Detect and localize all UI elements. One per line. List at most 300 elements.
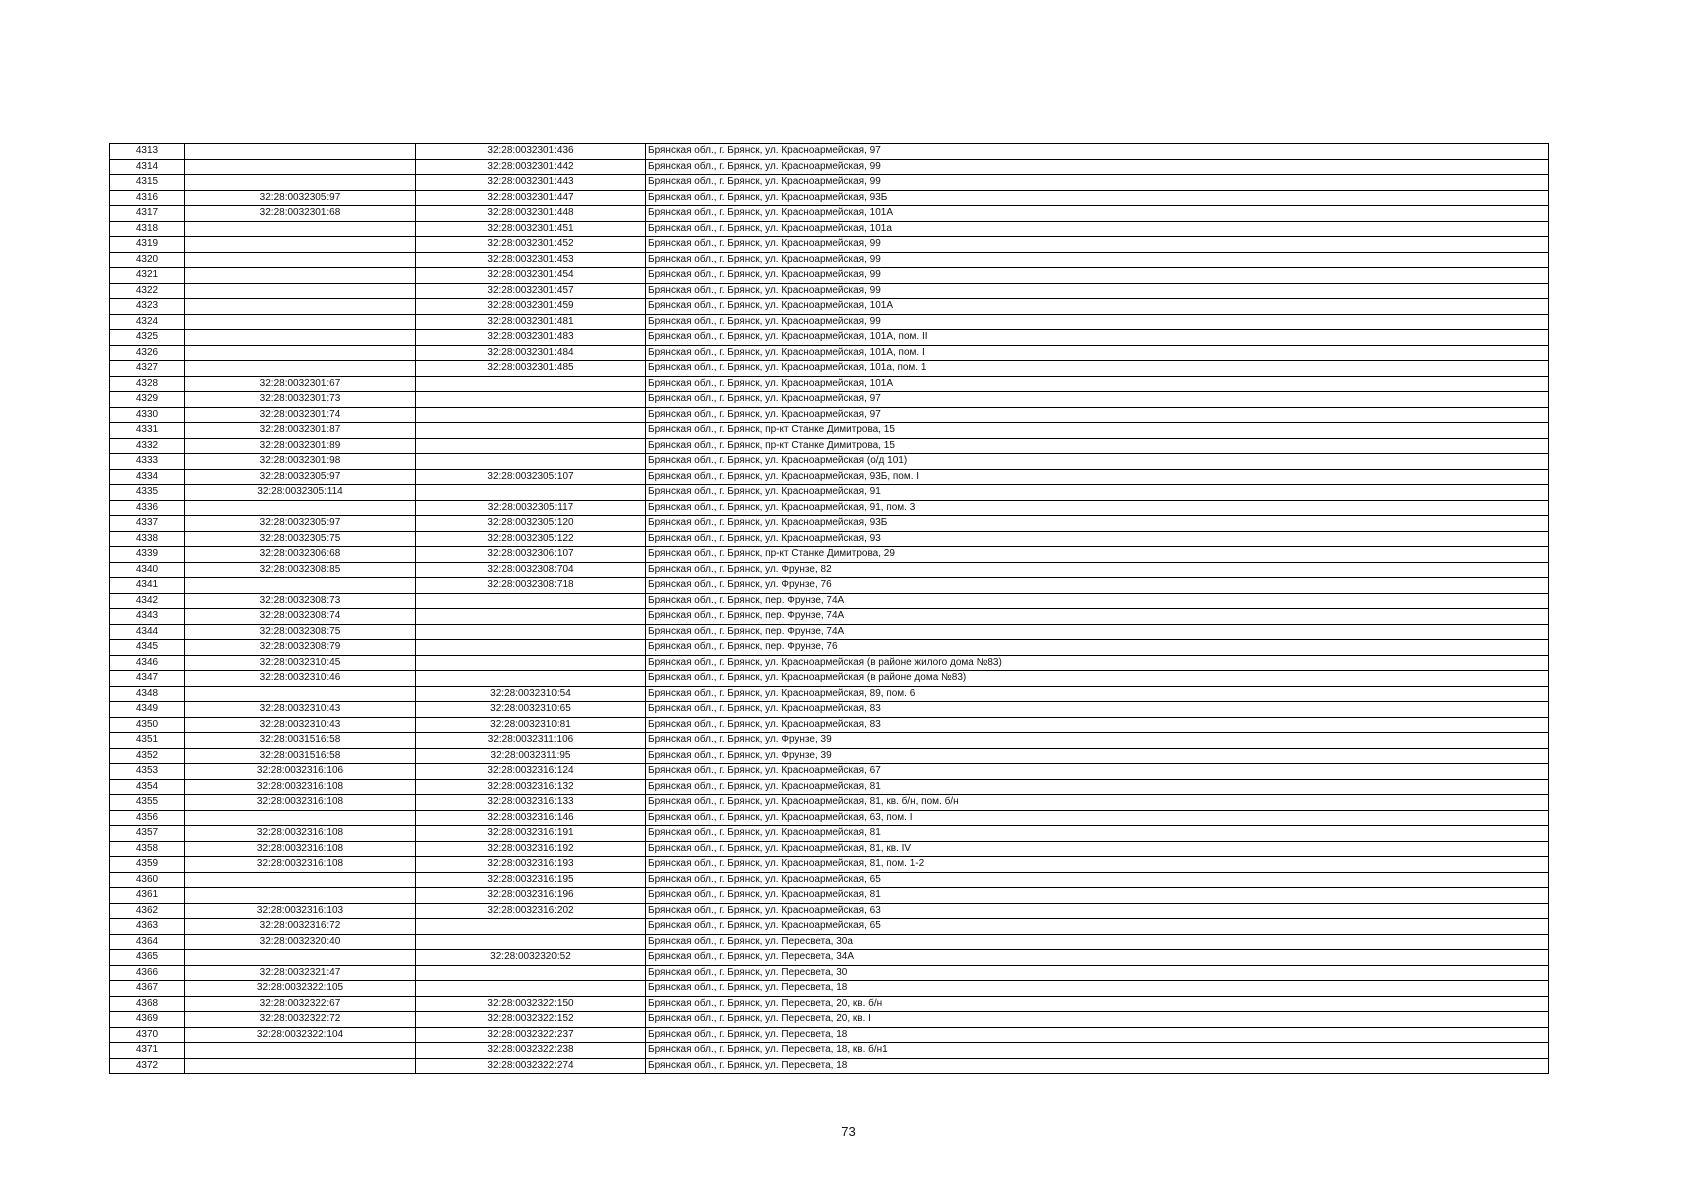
object-cadastral-number-cell: 32:28:0032306:107 bbox=[416, 547, 646, 563]
address-cell: Брянская обл., г. Брянск, пр-кт Станке Димитрова, 15 bbox=[646, 438, 1549, 454]
table-row bbox=[110, 1043, 1549, 1059]
row-number-cell: 4326 bbox=[110, 345, 185, 361]
table-row bbox=[110, 314, 1549, 330]
object-cadastral-number-cell bbox=[416, 376, 646, 392]
row-number-cell: 4332 bbox=[110, 438, 185, 454]
land-cadastral-number-cell bbox=[185, 159, 416, 175]
land-cadastral-number-cell: 32:28:0032301:68 bbox=[185, 206, 416, 222]
table-row bbox=[110, 206, 1549, 222]
row-number-cell: 4356 bbox=[110, 810, 185, 826]
object-cadastral-number-cell: 32:28:0032316:202 bbox=[416, 903, 646, 919]
land-cadastral-number-cell bbox=[185, 1058, 416, 1074]
object-cadastral-number-cell: 32:28:0032305:120 bbox=[416, 516, 646, 532]
table-row bbox=[110, 190, 1549, 206]
address-cell: Брянская обл., г. Брянск, ул. Фрунзе, 76 bbox=[646, 578, 1549, 594]
object-cadastral-number-cell: 32:28:0032301:452 bbox=[416, 237, 646, 253]
address-cell: Брянская обл., г. Брянск, ул. Красноармейская, 81, пом. 1-2 bbox=[646, 857, 1549, 873]
object-cadastral-number-cell: 32:28:0032301:454 bbox=[416, 268, 646, 284]
row-number-cell: 4315 bbox=[110, 175, 185, 191]
row-number-cell: 4369 bbox=[110, 1012, 185, 1028]
row-number-cell: 4336 bbox=[110, 500, 185, 516]
object-cadastral-number-cell bbox=[416, 593, 646, 609]
row-number-cell: 4358 bbox=[110, 841, 185, 857]
land-cadastral-number-cell: 32:28:0032321:47 bbox=[185, 965, 416, 981]
land-cadastral-number-cell: 32:28:0032310:43 bbox=[185, 702, 416, 718]
table-row bbox=[110, 144, 1549, 160]
address-cell: Брянская обл., г. Брянск, ул. Красноармейская, 65 bbox=[646, 872, 1549, 888]
object-cadastral-number-cell: 32:28:0032320:52 bbox=[416, 950, 646, 966]
row-number-cell: 4343 bbox=[110, 609, 185, 625]
object-cadastral-number-cell: 32:28:0032316:133 bbox=[416, 795, 646, 811]
land-cadastral-number-cell: 32:28:0032306:68 bbox=[185, 547, 416, 563]
object-cadastral-number-cell bbox=[416, 454, 646, 470]
address-cell: Брянская обл., г. Брянск, ул. Красноармейская (в районе дома №83) bbox=[646, 671, 1549, 687]
address-cell: Брянская обл., г. Брянск, ул. Красноармейская, 99 bbox=[646, 268, 1549, 284]
object-cadastral-number-cell: 32:28:0032301:447 bbox=[416, 190, 646, 206]
address-cell: Брянская обл., г. Брянск, ул. Пересвета, 34А bbox=[646, 950, 1549, 966]
object-cadastral-number-cell bbox=[416, 624, 646, 640]
table-row bbox=[110, 500, 1549, 516]
land-cadastral-number-cell bbox=[185, 144, 416, 160]
object-cadastral-number-cell: 32:28:0032301:451 bbox=[416, 221, 646, 237]
object-cadastral-number-cell: 32:28:0032322:152 bbox=[416, 1012, 646, 1028]
row-number-cell: 4348 bbox=[110, 686, 185, 702]
table-row bbox=[110, 345, 1549, 361]
land-cadastral-number-cell: 32:28:0032310:46 bbox=[185, 671, 416, 687]
table-row bbox=[110, 237, 1549, 253]
row-number-cell: 4365 bbox=[110, 950, 185, 966]
address-cell: Брянская обл., г. Брянск, ул. Красноармейская, 67 bbox=[646, 764, 1549, 780]
object-cadastral-number-cell: 32:28:0032301:459 bbox=[416, 299, 646, 315]
row-number-cell: 4328 bbox=[110, 376, 185, 392]
table-row bbox=[110, 686, 1549, 702]
table-row bbox=[110, 795, 1549, 811]
object-cadastral-number-cell bbox=[416, 934, 646, 950]
object-cadastral-number-cell: 32:28:0032316:191 bbox=[416, 826, 646, 842]
object-cadastral-number-cell bbox=[416, 919, 646, 935]
row-number-cell: 4325 bbox=[110, 330, 185, 346]
table-row bbox=[110, 407, 1549, 423]
row-number-cell: 4363 bbox=[110, 919, 185, 935]
row-number-cell: 4314 bbox=[110, 159, 185, 175]
object-cadastral-number-cell: 32:28:0032310:81 bbox=[416, 717, 646, 733]
row-number-cell: 4317 bbox=[110, 206, 185, 222]
address-cell: Брянская обл., г. Брянск, ул. Красноармейская, 63, пом. I bbox=[646, 810, 1549, 826]
address-cell: Брянская обл., г. Брянск, ул. Пересвета, 20, кв. б/н bbox=[646, 996, 1549, 1012]
object-cadastral-number-cell: 32:28:0032322:150 bbox=[416, 996, 646, 1012]
object-cadastral-number-cell: 32:28:0032301:436 bbox=[416, 144, 646, 160]
object-cadastral-number-cell: 32:28:0032301:483 bbox=[416, 330, 646, 346]
address-cell: Брянская обл., г. Брянск, ул. Пересвета, 30а bbox=[646, 934, 1549, 950]
address-cell: Брянская обл., г. Брянск, ул. Красноармейская, 101а bbox=[646, 221, 1549, 237]
table-row bbox=[110, 764, 1549, 780]
land-cadastral-number-cell bbox=[185, 950, 416, 966]
land-cadastral-number-cell: 32:28:0032308:74 bbox=[185, 609, 416, 625]
table-row bbox=[110, 810, 1549, 826]
address-cell: Брянская обл., г. Брянск, ул. Фрунзе, 39 bbox=[646, 733, 1549, 749]
object-cadastral-number-cell: 32:28:0032301:485 bbox=[416, 361, 646, 377]
row-number-cell: 4316 bbox=[110, 190, 185, 206]
address-cell: Брянская обл., г. Брянск, ул. Пересвета, 20, кв. I bbox=[646, 1012, 1549, 1028]
row-number-cell: 4353 bbox=[110, 764, 185, 780]
table-row bbox=[110, 841, 1549, 857]
object-cadastral-number-cell bbox=[416, 423, 646, 439]
row-number-cell: 4361 bbox=[110, 888, 185, 904]
row-number-cell: 4366 bbox=[110, 965, 185, 981]
table-row bbox=[110, 1012, 1549, 1028]
row-number-cell: 4367 bbox=[110, 981, 185, 997]
land-cadastral-number-cell: 32:28:0032316:72 bbox=[185, 919, 416, 935]
object-cadastral-number-cell bbox=[416, 671, 646, 687]
table-row bbox=[110, 593, 1549, 609]
object-cadastral-number-cell: 32:28:0032316:193 bbox=[416, 857, 646, 873]
address-cell: Брянская обл., г. Брянск, ул. Красноармейская, 99 bbox=[646, 175, 1549, 191]
table-row bbox=[110, 159, 1549, 175]
address-cell: Брянская обл., г. Брянск, пр-кт Станке Димитрова, 15 bbox=[646, 423, 1549, 439]
row-number-cell: 4357 bbox=[110, 826, 185, 842]
land-cadastral-number-cell: 32:28:0032310:43 bbox=[185, 717, 416, 733]
address-cell: Брянская обл., г. Брянск, ул. Фрунзе, 82 bbox=[646, 562, 1549, 578]
table-row bbox=[110, 438, 1549, 454]
address-cell: Брянская обл., г. Брянск, ул. Красноармейская, 93Б bbox=[646, 190, 1549, 206]
object-cadastral-number-cell: 32:28:0032301:442 bbox=[416, 159, 646, 175]
object-cadastral-number-cell: 32:28:0032308:718 bbox=[416, 578, 646, 594]
row-number-cell: 4342 bbox=[110, 593, 185, 609]
land-cadastral-number-cell: 32:28:0032316:108 bbox=[185, 826, 416, 842]
object-cadastral-number-cell: 32:28:0032301:443 bbox=[416, 175, 646, 191]
table-row bbox=[110, 531, 1549, 547]
address-cell: Брянская обл., г. Брянск, ул. Красноармейская, 81, кв. IV bbox=[646, 841, 1549, 857]
row-number-cell: 4347 bbox=[110, 671, 185, 687]
table-row bbox=[110, 779, 1549, 795]
row-number-cell: 4359 bbox=[110, 857, 185, 873]
address-cell: Брянская обл., г. Брянск, ул. Красноармейская, 81 bbox=[646, 779, 1549, 795]
object-cadastral-number-cell bbox=[416, 609, 646, 625]
registry-table-body bbox=[110, 144, 1549, 1074]
land-cadastral-number-cell bbox=[185, 175, 416, 191]
page-number: 73 bbox=[841, 1124, 856, 1139]
object-cadastral-number-cell bbox=[416, 965, 646, 981]
land-cadastral-number-cell bbox=[185, 686, 416, 702]
object-cadastral-number-cell: 32:28:0032305:122 bbox=[416, 531, 646, 547]
row-number-cell: 4350 bbox=[110, 717, 185, 733]
land-cadastral-number-cell: 32:28:0032322:67 bbox=[185, 996, 416, 1012]
table-row bbox=[110, 330, 1549, 346]
table-row bbox=[110, 981, 1549, 997]
land-cadastral-number-cell: 32:28:0032316:108 bbox=[185, 857, 416, 873]
object-cadastral-number-cell: 32:28:0032311:106 bbox=[416, 733, 646, 749]
land-cadastral-number-cell: 32:28:0032305:75 bbox=[185, 531, 416, 547]
row-number-cell: 4344 bbox=[110, 624, 185, 640]
address-cell: Брянская обл., г. Брянск, ул. Пересвета, 18 bbox=[646, 1058, 1549, 1074]
land-cadastral-number-cell: 32:28:0032301:89 bbox=[185, 438, 416, 454]
address-cell: Брянская обл., г. Брянск, ул. Красноармейская, 99 bbox=[646, 252, 1549, 268]
table-row bbox=[110, 376, 1549, 392]
row-number-cell: 4360 bbox=[110, 872, 185, 888]
address-cell: Брянская обл., г. Брянск, ул. Красноармейская, 101А, пом. II bbox=[646, 330, 1549, 346]
row-number-cell: 4318 bbox=[110, 221, 185, 237]
land-cadastral-number-cell bbox=[185, 361, 416, 377]
land-cadastral-number-cell: 32:28:0032322:104 bbox=[185, 1027, 416, 1043]
table-row bbox=[110, 221, 1549, 237]
land-cadastral-number-cell: 32:28:0032301:67 bbox=[185, 376, 416, 392]
row-number-cell: 4370 bbox=[110, 1027, 185, 1043]
object-cadastral-number-cell: 32:28:0032311:95 bbox=[416, 748, 646, 764]
row-number-cell: 4320 bbox=[110, 252, 185, 268]
land-cadastral-number-cell bbox=[185, 872, 416, 888]
row-number-cell: 4339 bbox=[110, 547, 185, 563]
row-number-cell: 4338 bbox=[110, 531, 185, 547]
land-cadastral-number-cell bbox=[185, 268, 416, 284]
table-row bbox=[110, 903, 1549, 919]
address-cell: Брянская обл., г. Брянск, ул. Красноармейская, 93Б, пом. I bbox=[646, 469, 1549, 485]
row-number-cell: 4351 bbox=[110, 733, 185, 749]
land-cadastral-number-cell bbox=[185, 330, 416, 346]
table-row bbox=[110, 175, 1549, 191]
object-cadastral-number-cell: 32:28:0032322:237 bbox=[416, 1027, 646, 1043]
address-cell: Брянская обл., г. Брянск, ул. Красноармейская (в районе жилого дома №83) bbox=[646, 655, 1549, 671]
table-row bbox=[110, 717, 1549, 733]
land-cadastral-number-cell bbox=[185, 299, 416, 315]
object-cadastral-number-cell bbox=[416, 392, 646, 408]
row-number-cell: 4327 bbox=[110, 361, 185, 377]
land-cadastral-number-cell bbox=[185, 888, 416, 904]
address-cell: Брянская обл., г. Брянск, ул. Красноармейская, 65 bbox=[646, 919, 1549, 935]
address-cell: Брянская обл., г. Брянск, ул. Красноармейская, 101а, пом. 1 bbox=[646, 361, 1549, 377]
land-cadastral-number-cell: 32:28:0032322:72 bbox=[185, 1012, 416, 1028]
land-cadastral-number-cell: 32:28:0031516:58 bbox=[185, 733, 416, 749]
row-number-cell: 4354 bbox=[110, 779, 185, 795]
object-cadastral-number-cell: 32:28:0032310:54 bbox=[416, 686, 646, 702]
row-number-cell: 4349 bbox=[110, 702, 185, 718]
object-cadastral-number-cell: 32:28:0032316:124 bbox=[416, 764, 646, 780]
land-cadastral-number-cell: 32:28:0032308:85 bbox=[185, 562, 416, 578]
object-cadastral-number-cell: 32:28:0032305:107 bbox=[416, 469, 646, 485]
row-number-cell: 4371 bbox=[110, 1043, 185, 1059]
table-row bbox=[110, 857, 1549, 873]
table-row bbox=[110, 888, 1549, 904]
table-row bbox=[110, 609, 1549, 625]
object-cadastral-number-cell bbox=[416, 438, 646, 454]
row-number-cell: 4345 bbox=[110, 640, 185, 656]
table-row bbox=[110, 454, 1549, 470]
object-cadastral-number-cell: 32:28:0032301:481 bbox=[416, 314, 646, 330]
table-row bbox=[110, 996, 1549, 1012]
land-cadastral-number-cell: 32:28:0032316:103 bbox=[185, 903, 416, 919]
table-row bbox=[110, 485, 1549, 501]
address-cell: Брянская обл., г. Брянск, ул. Пересвета, 18, кв. б/н1 bbox=[646, 1043, 1549, 1059]
address-cell: Брянская обл., г. Брянск, ул. Красноармейская, 101А, пом. I bbox=[646, 345, 1549, 361]
object-cadastral-number-cell: 32:28:0032301:448 bbox=[416, 206, 646, 222]
address-cell: Брянская обл., г. Брянск, ул. Красноармейская, 97 bbox=[646, 144, 1549, 160]
land-cadastral-number-cell: 32:28:0032305:97 bbox=[185, 516, 416, 532]
row-number-cell: 4337 bbox=[110, 516, 185, 532]
address-cell: Брянская обл., г. Брянск, ул. Красноармейская, 99 bbox=[646, 159, 1549, 175]
land-cadastral-number-cell: 32:28:0032301:87 bbox=[185, 423, 416, 439]
land-cadastral-number-cell: 32:28:0032305:114 bbox=[185, 485, 416, 501]
address-cell: Брянская обл., г. Брянск, ул. Красноармейская (о/д 101) bbox=[646, 454, 1549, 470]
table-row bbox=[110, 748, 1549, 764]
table-row bbox=[110, 640, 1549, 656]
row-number-cell: 4372 bbox=[110, 1058, 185, 1074]
table-row bbox=[110, 469, 1549, 485]
address-cell: Брянская обл., г. Брянск, ул. Красноармейская, 93Б bbox=[646, 516, 1549, 532]
table-row bbox=[110, 562, 1549, 578]
table-row bbox=[110, 283, 1549, 299]
address-cell: Брянская обл., г. Брянск, ул. Красноармейская, 81, кв. б/н, пом. б/н bbox=[646, 795, 1549, 811]
land-cadastral-number-cell bbox=[185, 578, 416, 594]
address-cell: Брянская обл., г. Брянск, пер. Фрунзе, 74А bbox=[646, 593, 1549, 609]
land-cadastral-number-cell bbox=[185, 221, 416, 237]
row-number-cell: 4335 bbox=[110, 485, 185, 501]
object-cadastral-number-cell bbox=[416, 485, 646, 501]
row-number-cell: 4364 bbox=[110, 934, 185, 950]
land-cadastral-number-cell: 32:28:0032322:105 bbox=[185, 981, 416, 997]
land-cadastral-number-cell: 32:28:0032308:73 bbox=[185, 593, 416, 609]
address-cell: Брянская обл., г. Брянск, ул. Красноармейская, 97 bbox=[646, 392, 1549, 408]
table-row bbox=[110, 268, 1549, 284]
address-cell: Брянская обл., г. Брянск, ул. Красноармейская, 99 bbox=[646, 237, 1549, 253]
address-cell: Брянская обл., г. Брянск, ул. Красноармейская, 91, пом. 3 bbox=[646, 500, 1549, 516]
object-cadastral-number-cell: 32:28:0032316:192 bbox=[416, 841, 646, 857]
table-row bbox=[110, 361, 1549, 377]
table-row bbox=[110, 934, 1549, 950]
address-cell: Брянская обл., г. Брянск, ул. Красноармейская, 83 bbox=[646, 717, 1549, 733]
table-row bbox=[110, 252, 1549, 268]
land-cadastral-number-cell: 32:28:0032316:108 bbox=[185, 841, 416, 857]
land-cadastral-number-cell: 32:28:0032301:74 bbox=[185, 407, 416, 423]
registry-table bbox=[109, 143, 1549, 1074]
table-row bbox=[110, 1058, 1549, 1074]
address-cell: Брянская обл., г. Брянск, ул. Красноармейская, 89, пом. 6 bbox=[646, 686, 1549, 702]
row-number-cell: 4324 bbox=[110, 314, 185, 330]
address-cell: Брянская обл., г. Брянск, пер. Фрунзе, 76 bbox=[646, 640, 1549, 656]
table-row bbox=[110, 702, 1549, 718]
address-cell: Брянская обл., г. Брянск, пр-кт Станке Димитрова, 29 bbox=[646, 547, 1549, 563]
land-cadastral-number-cell: 32:28:0032301:73 bbox=[185, 392, 416, 408]
table-row bbox=[110, 950, 1549, 966]
address-cell: Брянская обл., г. Брянск, ул. Красноармейская, 81 bbox=[646, 888, 1549, 904]
row-number-cell: 4334 bbox=[110, 469, 185, 485]
address-cell: Брянская обл., г. Брянск, ул. Красноармейская, 99 bbox=[646, 283, 1549, 299]
table-row bbox=[110, 826, 1549, 842]
object-cadastral-number-cell: 32:28:0032316:196 bbox=[416, 888, 646, 904]
row-number-cell: 4368 bbox=[110, 996, 185, 1012]
object-cadastral-number-cell: 32:28:0032322:274 bbox=[416, 1058, 646, 1074]
row-number-cell: 4340 bbox=[110, 562, 185, 578]
address-cell: Брянская обл., г. Брянск, ул. Красноармейская, 97 bbox=[646, 407, 1549, 423]
address-cell: Брянская обл., г. Брянск, ул. Красноармейская, 99 bbox=[646, 314, 1549, 330]
object-cadastral-number-cell bbox=[416, 640, 646, 656]
table-row bbox=[110, 655, 1549, 671]
land-cadastral-number-cell bbox=[185, 314, 416, 330]
table-row bbox=[110, 671, 1549, 687]
object-cadastral-number-cell: 32:28:0032301:484 bbox=[416, 345, 646, 361]
address-cell: Брянская обл., г. Брянск, пер. Фрунзе, 74А bbox=[646, 624, 1549, 640]
land-cadastral-number-cell: 32:28:0032301:98 bbox=[185, 454, 416, 470]
land-cadastral-number-cell: 32:28:0032305:97 bbox=[185, 469, 416, 485]
land-cadastral-number-cell bbox=[185, 500, 416, 516]
table-row bbox=[110, 919, 1549, 935]
object-cadastral-number-cell: 32:28:0032316:132 bbox=[416, 779, 646, 795]
land-cadastral-number-cell bbox=[185, 1043, 416, 1059]
object-cadastral-number-cell: 32:28:0032301:457 bbox=[416, 283, 646, 299]
land-cadastral-number-cell: 32:28:0032308:75 bbox=[185, 624, 416, 640]
address-cell: Брянская обл., г. Брянск, ул. Красноармейская, 93 bbox=[646, 531, 1549, 547]
table-row bbox=[110, 733, 1549, 749]
row-number-cell: 4319 bbox=[110, 237, 185, 253]
row-number-cell: 4331 bbox=[110, 423, 185, 439]
row-number-cell: 4362 bbox=[110, 903, 185, 919]
address-cell: Брянская обл., г. Брянск, пер. Фрунзе, 74А bbox=[646, 609, 1549, 625]
table-row bbox=[110, 299, 1549, 315]
address-cell: Брянская обл., г. Брянск, ул. Красноармейская, 81 bbox=[646, 826, 1549, 842]
address-cell: Брянская обл., г. Брянск, ул. Фрунзе, 39 bbox=[646, 748, 1549, 764]
object-cadastral-number-cell: 32:28:0032316:195 bbox=[416, 872, 646, 888]
row-number-cell: 4323 bbox=[110, 299, 185, 315]
object-cadastral-number-cell: 32:28:0032308:704 bbox=[416, 562, 646, 578]
table-row bbox=[110, 624, 1549, 640]
table-row bbox=[110, 516, 1549, 532]
object-cadastral-number-cell bbox=[416, 981, 646, 997]
object-cadastral-number-cell: 32:28:0032322:238 bbox=[416, 1043, 646, 1059]
address-cell: Брянская обл., г. Брянск, ул. Красноармейская, 83 bbox=[646, 702, 1549, 718]
row-number-cell: 4346 bbox=[110, 655, 185, 671]
table-row bbox=[110, 578, 1549, 594]
land-cadastral-number-cell: 32:28:0032320:40 bbox=[185, 934, 416, 950]
row-number-cell: 4355 bbox=[110, 795, 185, 811]
row-number-cell: 4333 bbox=[110, 454, 185, 470]
row-number-cell: 4352 bbox=[110, 748, 185, 764]
land-cadastral-number-cell bbox=[185, 252, 416, 268]
object-cadastral-number-cell: 32:28:0032310:65 bbox=[416, 702, 646, 718]
object-cadastral-number-cell: 32:28:0032301:453 bbox=[416, 252, 646, 268]
land-cadastral-number-cell: 32:28:0032310:45 bbox=[185, 655, 416, 671]
address-cell: Брянская обл., г. Брянск, ул. Пересвета, 18 bbox=[646, 981, 1549, 997]
table-row bbox=[110, 965, 1549, 981]
object-cadastral-number-cell bbox=[416, 407, 646, 423]
address-cell: Брянская обл., г. Брянск, ул. Пересвета, 30 bbox=[646, 965, 1549, 981]
row-number-cell: 4322 bbox=[110, 283, 185, 299]
land-cadastral-number-cell: 32:28:0032316:106 bbox=[185, 764, 416, 780]
land-cadastral-number-cell: 32:28:0031516:58 bbox=[185, 748, 416, 764]
row-number-cell: 4313 bbox=[110, 144, 185, 160]
land-cadastral-number-cell: 32:28:0032316:108 bbox=[185, 779, 416, 795]
address-cell: Брянская обл., г. Брянск, ул. Красноармейская, 101А bbox=[646, 206, 1549, 222]
table-row bbox=[110, 872, 1549, 888]
row-number-cell: 4341 bbox=[110, 578, 185, 594]
address-cell: Брянская обл., г. Брянск, ул. Красноармейская, 63 bbox=[646, 903, 1549, 919]
object-cadastral-number-cell bbox=[416, 655, 646, 671]
land-cadastral-number-cell bbox=[185, 283, 416, 299]
address-cell: Брянская обл., г. Брянск, ул. Красноармейская, 101А bbox=[646, 299, 1549, 315]
land-cadastral-number-cell bbox=[185, 345, 416, 361]
row-number-cell: 4329 bbox=[110, 392, 185, 408]
table-row bbox=[110, 423, 1549, 439]
address-cell: Брянская обл., г. Брянск, ул. Красноармейская, 101А bbox=[646, 376, 1549, 392]
table-row bbox=[110, 1027, 1549, 1043]
row-number-cell: 4330 bbox=[110, 407, 185, 423]
table-row bbox=[110, 392, 1549, 408]
address-cell: Брянская обл., г. Брянск, ул. Пересвета, 18 bbox=[646, 1027, 1549, 1043]
object-cadastral-number-cell: 32:28:0032316:146 bbox=[416, 810, 646, 826]
table-row bbox=[110, 547, 1549, 563]
land-cadastral-number-cell bbox=[185, 810, 416, 826]
address-cell: Брянская обл., г. Брянск, ул. Красноармейская, 91 bbox=[646, 485, 1549, 501]
land-cadastral-number-cell: 32:28:0032316:108 bbox=[185, 795, 416, 811]
row-number-cell: 4321 bbox=[110, 268, 185, 284]
land-cadastral-number-cell bbox=[185, 237, 416, 253]
